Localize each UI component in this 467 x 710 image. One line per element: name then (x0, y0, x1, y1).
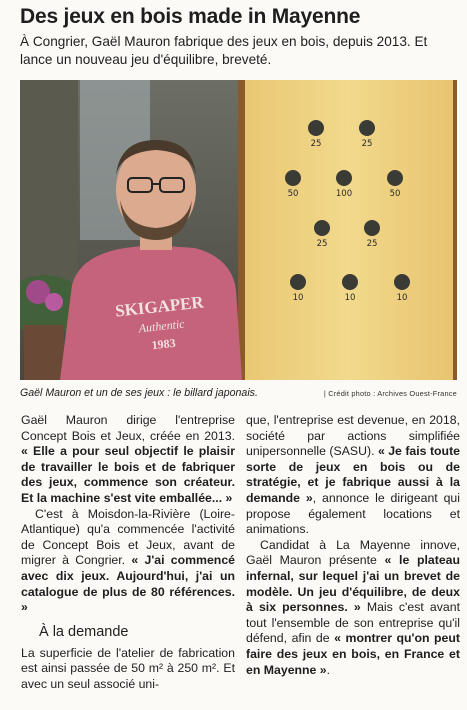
hole (290, 274, 306, 290)
hole (342, 274, 358, 290)
subheading: À la demande (39, 623, 129, 640)
game-board (245, 80, 453, 380)
article-column-2 (246, 413, 460, 678)
photo-caption: Gaël Mauron et un de ses jeux : le billard japonais. (20, 387, 258, 399)
hole (336, 170, 352, 186)
quote: « Je fais toute sorte de jeux en bois ou de stratégie, et je fabrique aussi à la demande » (246, 444, 460, 505)
hole (394, 274, 410, 290)
hole-label: 25 (361, 139, 373, 149)
flower-pot (24, 325, 64, 380)
hole-label: 10 (396, 293, 408, 303)
hole (308, 120, 324, 136)
photo-credit: | Crédit photo : Archives Ouest-France (323, 389, 457, 398)
hole-label: 25 (310, 139, 322, 149)
paragraph (246, 538, 460, 678)
shirt-print: SKIGAPER (114, 292, 205, 321)
paragraph (246, 413, 460, 538)
text: Candidat à La Mayenne innove, Gaël Mauron présente (246, 537, 460, 568)
text: . (326, 662, 331, 677)
quote: « montrer qu'on peut faire des jeux en bois, en France et en Mayenne » (246, 631, 460, 677)
hole (364, 220, 380, 236)
hole-label: 50 (287, 189, 299, 199)
shirt-print: Authentic (137, 316, 186, 336)
article-column-1 (21, 413, 235, 693)
paragraph (21, 646, 235, 693)
quote: « le plateau infernal, sur lequel j'ai un brevet de modèle. Un jeu d'équilibre, de deux à six personnes. » (246, 553, 461, 615)
quote: « J'ai commencé avec dix jeux. Aujourd'hui, j'ai un catalogue de plus de 80 références. » (21, 553, 235, 615)
hole-label: 10 (292, 293, 304, 303)
wall-stone (20, 80, 78, 290)
hole (387, 170, 403, 186)
text: C'est à Moisdon-la-Rivière (Loire-Atlantique) qu'a commencée l'activité de Concept Bois et Jeux, avant de migrer à Congrier. (21, 506, 235, 568)
quote: « Elle a pour seul objectif le plaisir de travailler le bois et de fabriquer des jeux, commence son créateur. Et la machine s'est vite emballée... » (21, 444, 235, 505)
hole (285, 170, 301, 186)
text: Gaël Mauron dirige l'entreprise Concept Bois et Jeux, créée en 2013. (21, 413, 235, 443)
hole (359, 120, 375, 136)
hole-label: 50 (389, 189, 401, 199)
article-photo (20, 80, 457, 380)
deck: À Congrier, Gaël Mauron fabrique des jeux en bois, depuis 2013. Et lance un nouveau jeu d'équilibre, breveté. (20, 34, 428, 67)
hole-label: 10 (344, 293, 356, 303)
text: La superficie de l'atelier de fabrication est ainsi passée de 50 m² à 250 m². Et avec un seul associé uni- (21, 645, 235, 691)
text: que, l'entreprise est devenue, en 2018, société par actions simplifiée unipersonnelle (SASU). (246, 413, 460, 459)
hole-label: 25 (316, 239, 328, 249)
paragraph (21, 507, 235, 616)
hole-label: 25 (366, 239, 378, 249)
paragraph (21, 413, 235, 507)
shirt-print: 1983 (150, 335, 177, 353)
text: Mais c'est avant tout l'ensemble de son entreprise qu'il défend, afin de (246, 600, 460, 646)
hole-label: 100 (335, 189, 353, 199)
hole (314, 220, 330, 236)
text: , annonce le dirigeant qui propose également locations et animations. (246, 490, 460, 537)
flowers (45, 293, 63, 311)
headline: Des jeux en bois made in Mayenne (20, 5, 361, 28)
